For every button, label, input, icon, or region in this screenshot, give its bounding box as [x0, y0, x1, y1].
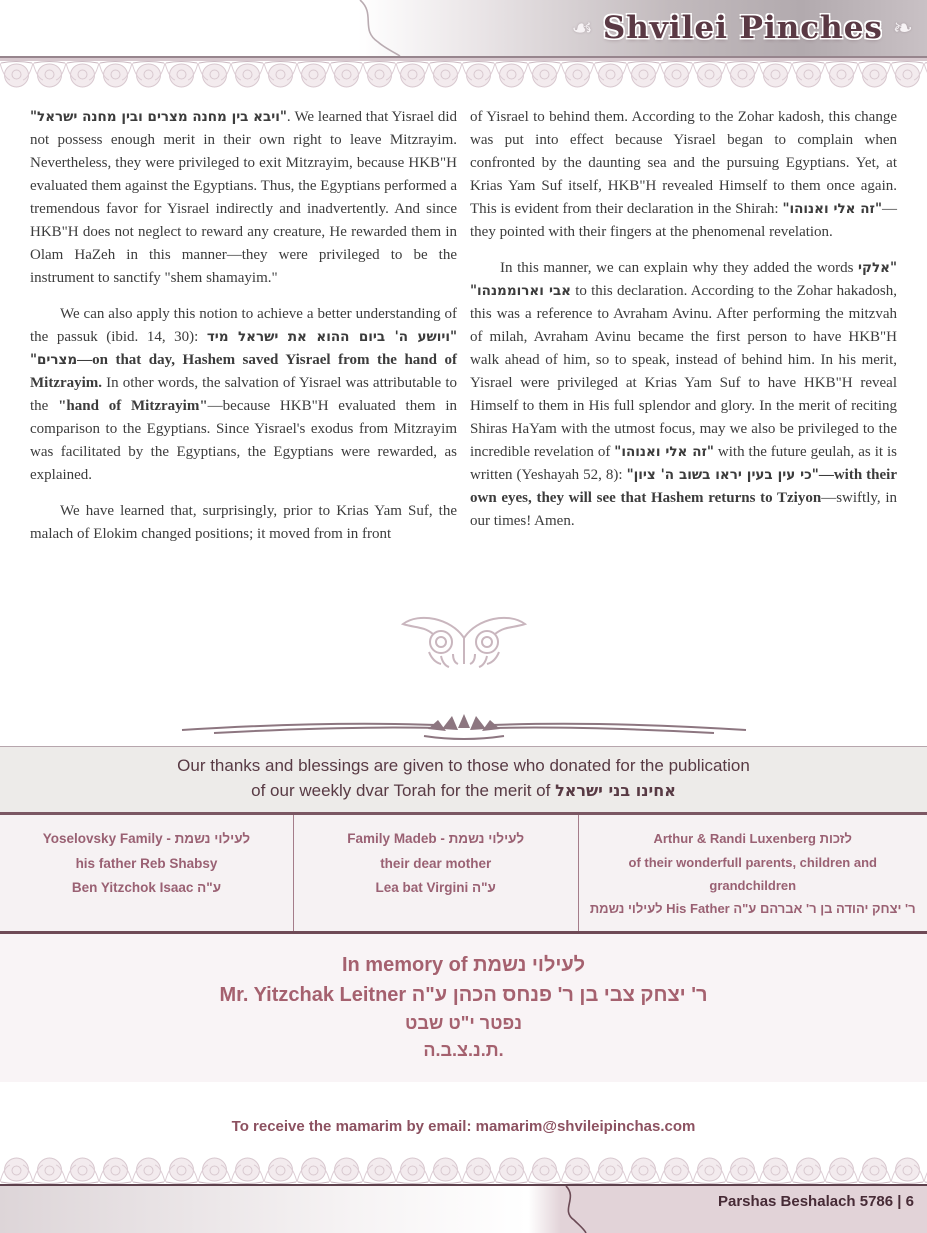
hebrew-phrase: "זה אלי ואנוהו" [782, 201, 882, 217]
left-flourish-icon: ☙ [571, 14, 593, 42]
memorial-line: In memory of לעילוי נשמת [341, 953, 586, 976]
donor-line: his father Reb Shabsy [75, 855, 218, 871]
donor-entry [0, 815, 293, 931]
bold-text-run: "hand of Mitzrayim" [58, 398, 208, 414]
thanks-line1: Our thanks and blessings are given to those who donated for the publication [177, 756, 750, 775]
paragraph [470, 257, 897, 533]
email-contact-line: To receive the mamarim by email: mamarim@shvileipinchas.com [231, 1117, 696, 1135]
memorial-line: Mr. Yitzchak Leitner ר' יצחק צבי בן ר' פנחס הכהן ע"ה [219, 983, 708, 1006]
text-run: In this manner, we can explain why they added the words [500, 260, 859, 276]
text-run: with the future geulah, as it is written (Yeshayah 52, 8): [470, 444, 897, 483]
thanks-banner [0, 746, 927, 815]
paragraph [470, 106, 897, 244]
paragraph [30, 106, 457, 290]
publication-title: Shvilei Pinches [602, 10, 883, 46]
lace-border-top [0, 61, 927, 92]
donor-entry [578, 815, 927, 931]
text-run: We can also apply this notion to achieve a better understanding of the passuk (ibid. 14, 30): [30, 306, 457, 345]
hebrew-phrase: "אלקי אבי וארוממנהו" [470, 260, 897, 299]
text-run: In other words, the salvation of Yisrael was attributable to the [30, 375, 457, 414]
thanks-line2-text: of our weekly dvar Torah for the merit of [251, 780, 556, 800]
divider-row [0, 712, 927, 742]
thanks-line2-hebrew: אחינו בני ישראל [555, 780, 676, 800]
donor-line: their dear mother [380, 855, 492, 871]
page-header [0, 0, 927, 56]
text-run: . We learned that Yisrael did not possess enough merit in their own right to leave Mitzrayim. Nevertheless, they were privileged to exit Mitzrayim, because HKB"H evaluated them against the Egyptians. Thus, the Egyptians performed a tremendous favor for Yisrael indirectly and inadvertently. And since HKB"H does not neglect to reward any creature, He rewarded them in Olam HaZeh in this manner—they were privileged to be the instrument to sanctify "shem shamayim." [30, 109, 458, 286]
text-run: —swiftly, in our times! Amen. [470, 490, 897, 529]
donor-line: of their wonderfull parents, children and grandchildren [628, 854, 877, 894]
donor-columns [0, 815, 927, 934]
article-left-column [30, 106, 457, 602]
article-body [0, 92, 927, 602]
text-run: to this declaration. According to the Zohar hakadosh, this was a reference to Avraham Avinu. After performing the mitzvah of milah, Avraham Avinu became the first person to have HKB"H walk ahead of him, so to speak, instead of behind him. In his merit, Yisrael were privileged at Krias Yam Suf to have HKB"H reveal Himself to them in His full splendor and glory. In the merit of reciting Shiras HaYam with the utmost focus, may we also be privileged to the incredible revelation of [470, 283, 897, 460]
donor-line: Arthur & Randi Luxenberg לזכות [653, 831, 852, 847]
lace-border-bottom [0, 1153, 927, 1184]
memorial-block [0, 934, 927, 1082]
ornament-row [0, 612, 927, 670]
header-curve-line [348, 0, 418, 56]
paragraph [30, 500, 457, 546]
hebrew-phrase: "זה אלי ואנוהו" [614, 444, 714, 460]
paragraph [30, 303, 457, 487]
footer-curve-line [552, 1186, 602, 1233]
footer-page-label: Parshas Beshalach 5786 | 6 [718, 1192, 914, 1210]
hebrew-phrase: "ויבא בין מחנה מצרים ובין מחנה ישראל" [30, 109, 287, 125]
fan-divider-ornament-icon [174, 712, 754, 742]
bold-text-run: —with their own eyes, they will see that Hashem returns to Tziyon [470, 467, 897, 506]
text-run: —they pointed with their fingers at the phenomenal revelation. [470, 201, 897, 240]
bold-text-run: —on that day, Hashem saved Yisrael from the hand of Mitzrayim. [30, 352, 457, 391]
header-title-group [571, 0, 913, 56]
right-flourish-icon: ❧ [892, 14, 913, 42]
donor-line: Ben Yitzchok Isaac ע"ה [71, 879, 222, 895]
hebrew-phrase: "כי עין בעין יראו בשוב ה' ציון" [626, 467, 819, 483]
memorial-line: נפטר י"ט שבט [405, 1012, 522, 1033]
donor-line: Lea bat Virgini ע"ה [375, 879, 496, 895]
text-run: We have learned that, surprisingly, prior to Krias Yam Suf, the malach of Elokim changed positions; it moved from in front [30, 503, 457, 542]
text-run: of Yisrael to behind them. According to the Zohar kadosh, this change was put into effect because Yisrael began to complain when confronted by the daunting sea and the pursuing Egyptians. Yet, at Krias Yam Suf itself, HKB"H revealed Himself to them once again. This is evident from their declaration in the Shirah: [470, 109, 897, 217]
donor-line: לעילוי נשמת His Father ר' יצחק יהודה בן ר' אברהם ע"ה [589, 901, 916, 917]
memorial-line: ת.נ.צ.ב.ה. [423, 1039, 504, 1060]
article-right-column [470, 106, 897, 602]
donor-line: Family Madeb - לעילוי נשמת [347, 831, 525, 847]
thanks-line2 [0, 779, 927, 804]
text-run: —because HKB"H evaluated them in comparison to the Egyptians. Since Yisrael's exodus from Mitzrayim was facilitated by the Egyptians, the Egyptians were rewarded, as explained. [30, 398, 457, 483]
page-footer [0, 1184, 927, 1233]
hebrew-phrase: "ויושע ה' ביום ההוא את ישראל מיד מצרים" [30, 329, 457, 368]
lace-border-bottom-wrap [0, 1153, 927, 1184]
donor-entry [293, 815, 578, 931]
donor-line: Yoselovsky Family - לעילוי נשמת [42, 831, 251, 847]
floral-wings-ornament-icon [389, 612, 539, 670]
